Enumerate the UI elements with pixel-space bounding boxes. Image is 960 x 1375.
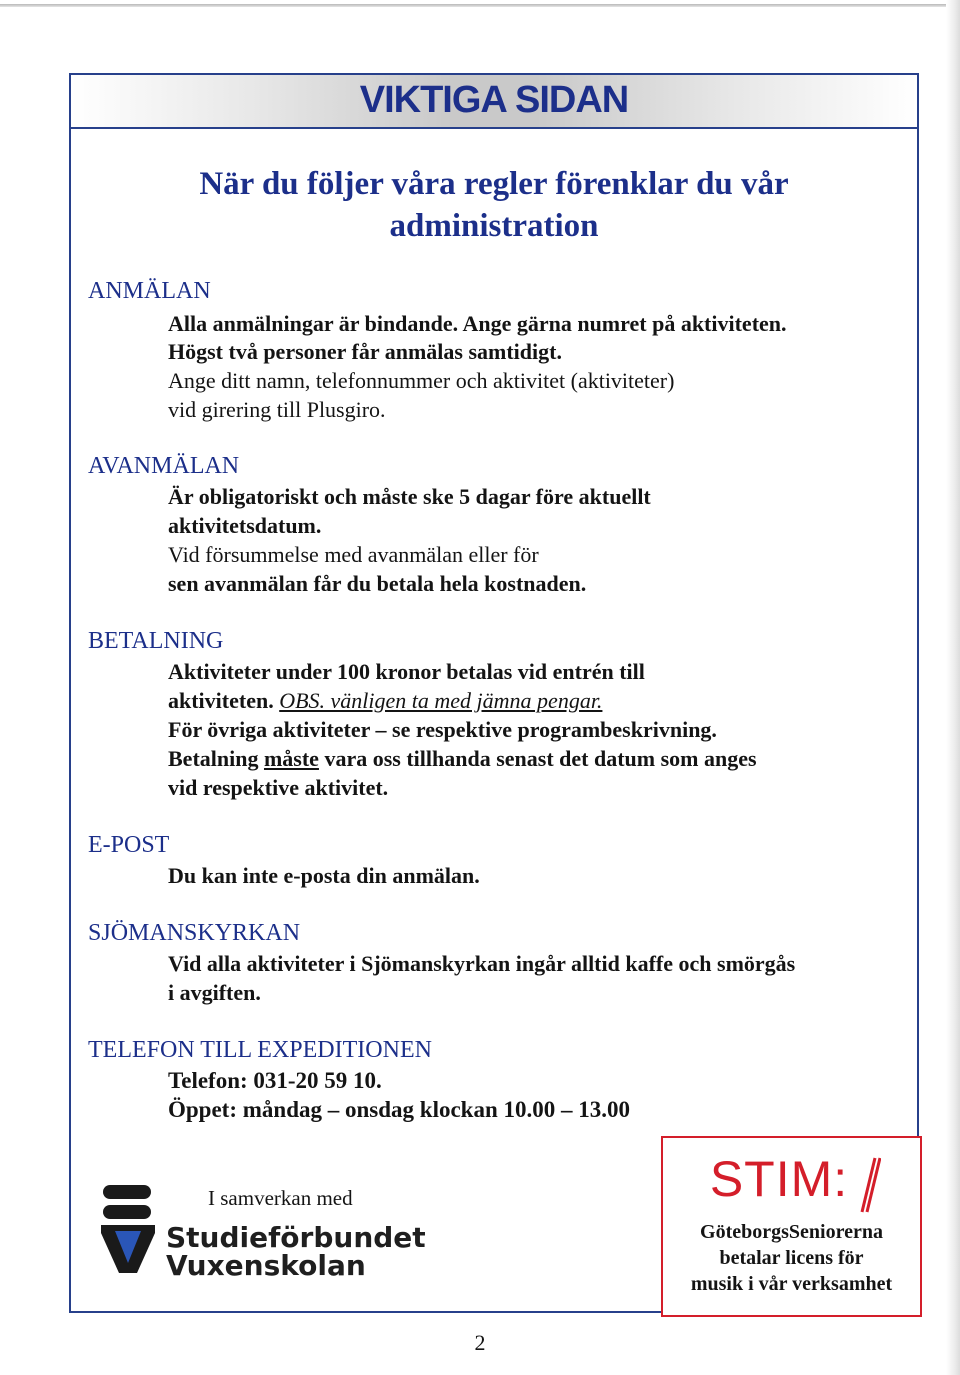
telefon-line-1: Telefon: 031-20 59 10.: [168, 1068, 382, 1093]
stim-slash-icon: [859, 1156, 881, 1214]
section-heading-avanmalan: AVANMÄLAN: [88, 453, 240, 479]
avanmalan-line-4: sen avanmälan får du betala hela kostnaden.: [168, 571, 587, 596]
sjomanskyrkan-line-1: Vid alla aktiviteter i Sjömanskyrkan ingår alltid kaffe och smörgås: [168, 951, 796, 976]
betalning-line-3: För övriga aktiviteter – se respektive programbeskrivning.: [168, 717, 717, 742]
betalning-obs-note: OBS. vänligen ta med jämna pengar.: [279, 688, 603, 713]
betalning-line-2: [168, 688, 602, 714]
betalning-aktiviteten: aktiviteten.: [168, 688, 274, 713]
vuxenskolan-logo-icon: [101, 1183, 161, 1273]
section-heading-sjomanskyrkan: SJÖMANSKYRKAN: [88, 920, 301, 946]
scan-edge-right: [946, 0, 960, 1375]
avanmalan-line-2: aktivitetsdatum.: [168, 513, 322, 538]
betalning-rest: vara oss tillhanda senast det datum som anges: [324, 746, 757, 771]
section-heading-anmalan: ANMÄLAN: [88, 278, 211, 304]
sjomanskyrkan-line-2: i avgiften.: [168, 980, 261, 1005]
betalning-line-5: vid respektive aktivitet.: [168, 775, 389, 800]
studieforbundet-name: Studieförbundet: [166, 1221, 426, 1254]
stim-license-box: [661, 1136, 922, 1317]
stim-line-2: betalar licens för: [719, 1247, 864, 1269]
betalning-word: Betalning: [168, 746, 259, 771]
info-frame: [69, 73, 919, 1313]
stim-line-3: musik i vår verksamhet: [690, 1273, 893, 1295]
page-number: 2: [474, 1330, 486, 1355]
betalning-line-1: Aktiviteter under 100 kronor betalas vid entrén till: [168, 659, 645, 684]
stim-line-1: GöteborgsSeniorerna: [700, 1221, 883, 1243]
epost-line-1: Du kan inte e-posta din anmälan.: [168, 863, 480, 888]
section-heading-epost: E-POST: [88, 832, 170, 858]
section-heading-betalning: BETALNING: [88, 628, 224, 654]
avanmalan-line-3: Vid försummelse med avanmälan eller för: [168, 542, 539, 567]
betalning-line-4: [168, 746, 757, 772]
anmalan-line-4: vid girering till Plusgiro.: [168, 397, 386, 422]
betalning-maste: måste: [263, 746, 319, 771]
anmalan-line-2: Högst två personer får anmälas samtidigt.: [168, 339, 562, 364]
headline-line-2: administration: [389, 208, 599, 244]
page-title: VIKTIGA SIDAN: [359, 79, 629, 121]
telefon-line-2: Öppet: måndag – onsdag klockan 10.00 – 13.00: [168, 1097, 630, 1122]
anmalan-line-3: Ange ditt namn, telefonnummer och aktivitet (aktiviteter): [168, 368, 675, 393]
scan-edge-top: [0, 4, 960, 7]
anmalan-line-1: Alla anmälningar är bindande. Ange gärna numret på aktiviteten.: [168, 311, 787, 336]
headline: [71, 163, 917, 247]
cooperation-label: I samverkan med: [208, 1186, 353, 1210]
avanmalan-line-1: Är obligatoriskt och måste ske 5 dagar före aktuellt: [168, 484, 651, 509]
stim-logo: STIM:: [709, 1151, 849, 1207]
title-bar: [71, 75, 917, 129]
section-heading-telefon: TELEFON TILL EXPEDITIONEN: [88, 1037, 432, 1063]
vuxenskolan-name: Vuxenskolan: [166, 1249, 366, 1282]
headline-line-1: När du följer våra regler förenklar du vår: [199, 166, 789, 202]
